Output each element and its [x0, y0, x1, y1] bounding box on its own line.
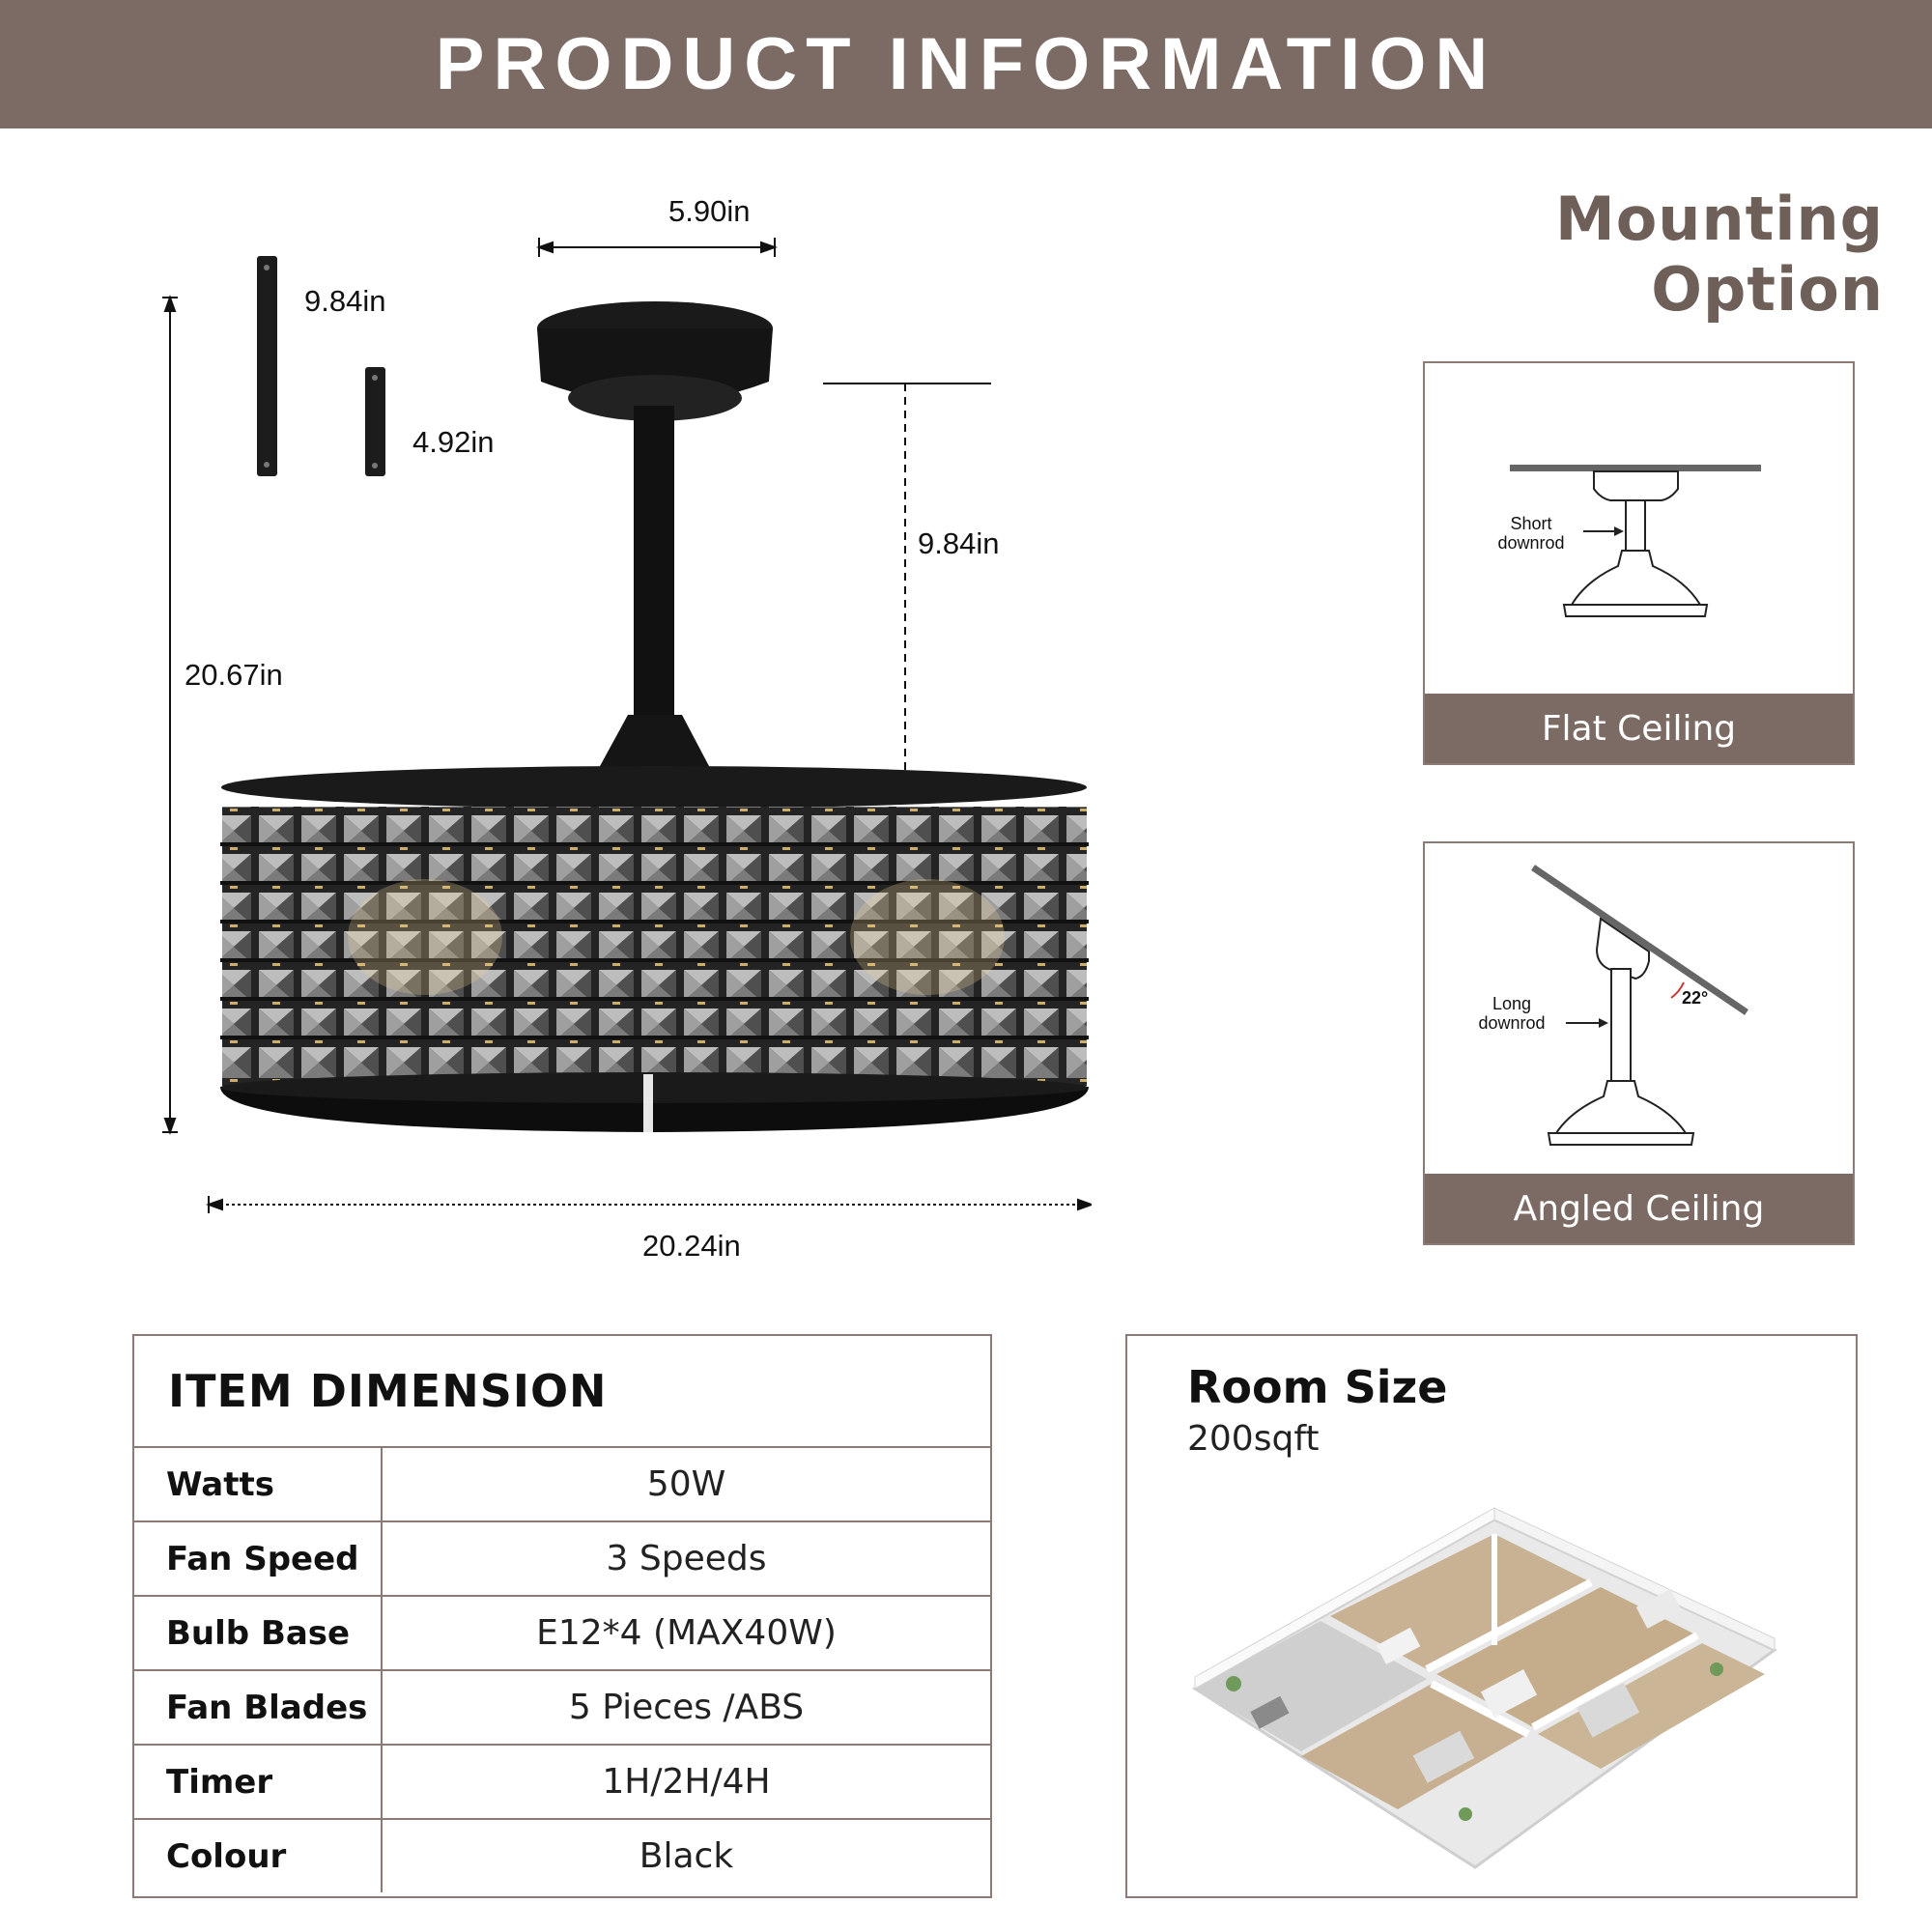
flat-ceiling-caption: Flat Ceiling — [1425, 694, 1853, 763]
angled-ceiling-card — [1423, 841, 1855, 1245]
row-label: Fan Blades — [134, 1671, 383, 1744]
banner-title: PRODUCT INFORMATION — [435, 23, 1497, 105]
row-value: Black — [639, 1836, 734, 1876]
row-value: E12*4 (MAX40W) — [536, 1613, 837, 1653]
row-label: Fan Speed — [134, 1522, 383, 1595]
row-label: Timer — [134, 1746, 383, 1818]
long-downrod-label: 9.84in — [304, 284, 386, 318]
canopy-width-label: 5.90in — [668, 194, 751, 228]
room-size-panel — [1125, 1334, 1858, 1898]
item-dimension-table — [132, 1334, 992, 1898]
angled-note-line2: downrod — [1478, 1013, 1546, 1033]
table-row — [134, 1595, 990, 1669]
room-size-value: 200sqft — [1187, 1419, 1320, 1459]
ceiling-fan-image — [220, 301, 1089, 1132]
table-row — [134, 1446, 990, 1520]
angled-ceiling-diagram-icon — [1425, 843, 1853, 1172]
table-row — [134, 1669, 990, 1744]
room-size-title: Room Size — [1187, 1361, 1448, 1413]
floor-plan-image — [1176, 1481, 1804, 1877]
angled-ceiling-caption: Angled Ceiling — [1425, 1174, 1853, 1243]
item-dimension-title: ITEM DIMENSION — [168, 1365, 608, 1417]
canopy-width-arrow — [539, 238, 775, 257]
row-label: Watts — [134, 1448, 383, 1520]
short-downrod-icon — [365, 367, 385, 476]
flat-ceiling-card — [1423, 361, 1855, 765]
angled-note-line1: Long — [1492, 994, 1532, 1013]
diameter-label: 20.24in — [642, 1229, 741, 1263]
fan-dimension-drawing — [0, 0, 1092, 1285]
table-row — [134, 1744, 990, 1818]
short-downrod-label: 4.92in — [412, 425, 495, 459]
table-row — [134, 1520, 990, 1595]
row-value: 1H/2H/4H — [602, 1762, 771, 1802]
flat-note-line1: Short — [1510, 514, 1552, 533]
row-label: Bulb Base — [134, 1597, 383, 1669]
row-value: 5 Pieces /ABS — [568, 1688, 805, 1727]
total-height-label: 20.67in — [185, 658, 283, 692]
diameter-arrow — [209, 1196, 1092, 1213]
long-downrod-icon — [257, 256, 277, 476]
row-value: 50W — [646, 1464, 726, 1504]
flat-note-line2: downrod — [1497, 533, 1565, 553]
drop-length-line — [823, 384, 991, 781]
row-value: 3 Speeds — [606, 1539, 767, 1578]
row-label: Colour — [134, 1820, 383, 1892]
mounting-option-title: Mounting Option — [1555, 184, 1884, 325]
table-row — [134, 1818, 990, 1892]
total-height-arrow — [162, 298, 178, 1132]
drop-length-label: 9.84in — [918, 526, 1000, 560]
angle-label: 22° — [1682, 988, 1709, 1008]
flat-ceiling-diagram-icon — [1425, 363, 1853, 692]
